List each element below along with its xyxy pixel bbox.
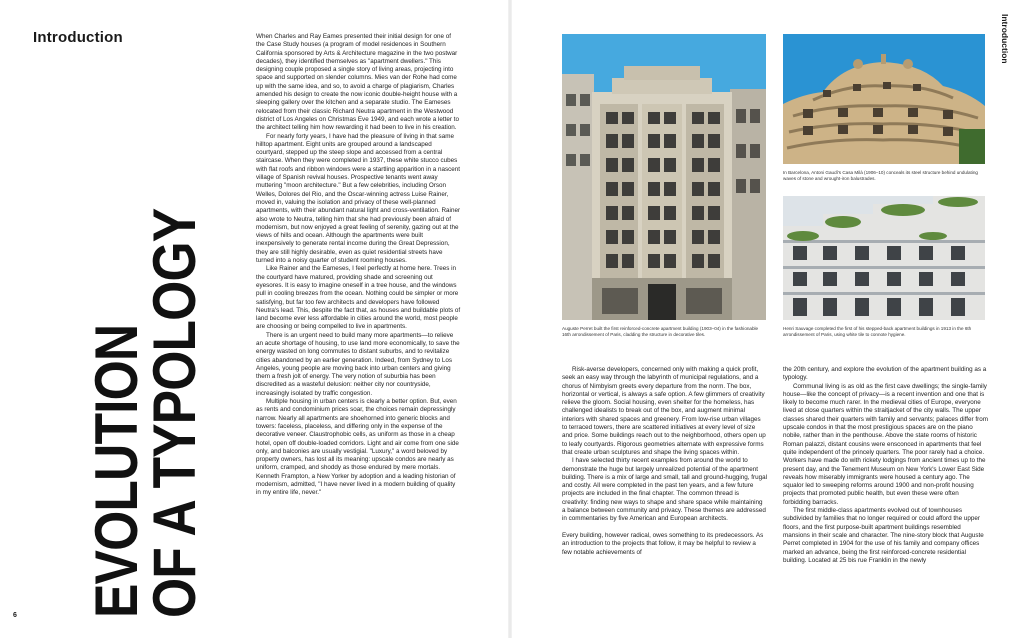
paragraph: The first middle-class apartments evolved out of townhouses subdivided by families that no longer required or could afford the upper floors, and the first purpose-built apartment buildings resembled mansions in their scale and character. The nine-story block that Auguste Perret completed in 1904 for the use of his family and company offices marked an advance, being the first reinforced-concrete residential building. Located at 25 bis rue Franklin in the newly — [783, 507, 984, 564]
paragraph: the 20th century, and explore the evolution of the apartment building as a typology. — [783, 366, 987, 382]
casa-mila-illustration — [783, 34, 985, 164]
right-text-column — [783, 366, 988, 565]
section-heading: Introduction — [33, 29, 123, 46]
photo-casa-mila — [783, 34, 985, 164]
page-number: 6 — [13, 612, 17, 619]
paragraph: I have selected thirty recent examples from around the world to demonstrate the huge but largely unrealized potential of the apartment building. There is a mix of large and small, tall and ground-hugging, frugal and costly. All were completed in the past ten years, and a few future projects are included in the final chapter. The common thread is creativity: finding new ways to shape and share space while maintaining a balance between community and privacy. These themes are addressed in commentaries by five American and European architects. — [562, 457, 768, 523]
caption-perret: Auguste Perret built the first reinforced-concrete apartment building (1903–04) in the fashionable 16th arrondissement of Paris, cladding the structure in decorative tiles. — [562, 326, 759, 337]
photo-sauvage-building — [783, 196, 985, 320]
paragraph: Multiple housing in urban centers is clearly a better option. But, even as rents and condominium prices soar, the choices remain depressingly narrow. Nearly all apartments are shoehorned into generic blocks and towers: faceless, placeless, and differing only in the expense of the decorative veneer. Claustrophobic cells, as uniform as those in a cheap hotel, open off double-loaded corridors. Light and air come from one side only, and balconies are usually vestigial. "Luxury," a word beloved by property owners, has lost all its meaning: upscale condos are nearly as uniform, cramped, and shoddy as those endured by mere mortals. Kenneth Frampton, a New Yorker by adoption and a leading historian of modernism, admitted, "I have never lived in a modern building of quality in my entire life, never." — [256, 398, 459, 497]
paragraph: There is an urgent need to build many more apartments—to relieve an acute shortage of housing, to use land more economically, to save the energy wasted on long commutes to distant suburbs, and to revitalize cities abandoned by an earlier generation. Indeed, from Sydney to Los Angeles, young people are moving back into urban centers and giving them a fresh jolt of energy. The very notion of suburbia has been discredited as a wasteful delusion: neither city nor countryside, increasingly isolated by traffic congestion. — [256, 331, 460, 397]
perret-building-illustration — [562, 34, 766, 320]
left-text-column — [256, 33, 461, 498]
running-head: Introduction — [1000, 14, 1010, 64]
photo-perret-building — [562, 34, 766, 320]
chapter-title — [83, 18, 208, 618]
paragraph: Risk-averse developers, concerned only with making a quick profit, seek an easy way through the labyrinth of municipal regulations, and a chorus of Nimbyism greets every departure from the norm. The box, horizontal or vertical, is always a safe option. A few glimmers of creativity relieve the gloom. Social housing, even shelter for the homeless, has challenged idealists to break out of the box, and augment minimal interiors with shared spaces and greenery. From low-rise urban villages to terraced towers, there are scattered initiatives at every level of size and price. Some buildings reach out to the neighborhood, others open up to leafy courtyards. Rigorous geometries alternate with expressive forms that create urban sculptures and shape the living spaces within. — [562, 366, 766, 456]
paragraph: For nearly forty years, I have had the pleasure of living in that same hilltop apartment. Eight units are grouped around a landscaped courtyard, stepped up the steep slope and accessed from a central staircase. When they were completed in 1937, these white stucco cubes with flat roofs and ribbon windows were a startling apparition in a nascent village of Spanish revival houses. Prospective tenants went away muttering "moon architecture." But a few celebrities, including Orson Welles, Dolores del Rio, and the Oscar-winning actress Luise Rainer, moved in, valuing the isolation and privacy of these well-planned apartments, with their abundant natural light and cross-ventilation. Rainer also wrote to Neutra, telling him that she had previously been afraid of modernism, but now enjoyed a great feeling of serenity, gazing out at the views of hills and ocean. Although the apartments were built inexpensively to generate rental income during the Great Depression, they are still highly desirable, even as quiet residential streets have turned into a noisy quarter of student rooming houses. — [256, 132, 461, 265]
paragraph: Like Rainer and the Eameses, I feel perfectly at home here. Trees in the courtyard have matured, providing shade and screening out eyesores. It is easy to imagine oneself in a tree house, and the windows pull in cooling breezes from the ocean. Nothing could be simpler or more satisfying, but far too few architects and developers have followed Neutra's lead. This, despite the fact that, as houses and buildable plots of land become ever less affordable in cities around the world, most people are choosing or being compelled to live in apartments. — [256, 265, 461, 331]
sauvage-building-illustration — [783, 196, 985, 320]
paragraph: When Charles and Ray Eames presented their initial design for one of the Case Study houses (a program of model residences in Southern California sponsored by Arts & Architecture magazine in the two postwar decades), they identified themselves as "apartment dwellers." This designing couple proposed a single story of living areas, projecting into space and supported on slender columns. Mies van der Rohe had come up with the same idea, and so, to avoid a charge of plagiarism, Charles amended his design to create the now iconic double-height house with a sleeping gallery over the kitchen and a separate studio. The Eameses relocated from their classic Richard Neutra apartment in the Westwood district of Los Angeles on Christmas Eve 1949, and each wrote a letter to the architect telling him how rewarding it had been to live in his creation. — [256, 33, 460, 132]
paragraph: Every building, however radical, owes something to its predecessors. As an introduction to the projects that follow, it may be helpful to review a few notable achievements of — [562, 531, 764, 556]
caption-sauvage: Henri Sauvage completed the first of his stepped-back apartment buildings in 1913 in the 6th arrondissement of Paris, using white tile to connote hygiene. — [783, 326, 972, 337]
paragraph: Communal living is as old as the first cave dwellings; the single-family house—like the concept of privacy—is a recent invention and one that is likely to become much rarer. In the medieval cities of Europe, everyone lived at close quarters within the straitjacket of the city walls. The upper classes shared their quarters with family and servants; palaces differ from upscale condos in that the most prestigious spaces are on the piano nobile, rather than in the penthouse. Above the state rooms of historic Roman palazzi, distant cousins were ensconced in apartments that feel quite independent of the princely quarters. The poor rarely had a choice. Workers have made do with rickety lodgings from ancient times up to the present day, and the Tenement Museum on New York's Lower East Side reveals how miserably immigrants were housed a century ago. The squalor led to sweeping reforms around 1900 and non-profit housing projects that promoted public health, but even these were often forbidding barracks. — [783, 382, 988, 506]
caption-casa-mila: In Barcelona, Antoni Gaudí's Casa Milà (1906–10) conceals its steel structure behind undulating waves of stone and wrought-iron balustrades. — [783, 170, 978, 181]
middle-text-column — [562, 366, 767, 557]
chapter-title-line-1: EVOLUTION — [83, 324, 150, 618]
book-gutter — [508, 0, 512, 638]
chapter-title-line-2: OF A TYPOLOGY — [141, 208, 208, 618]
